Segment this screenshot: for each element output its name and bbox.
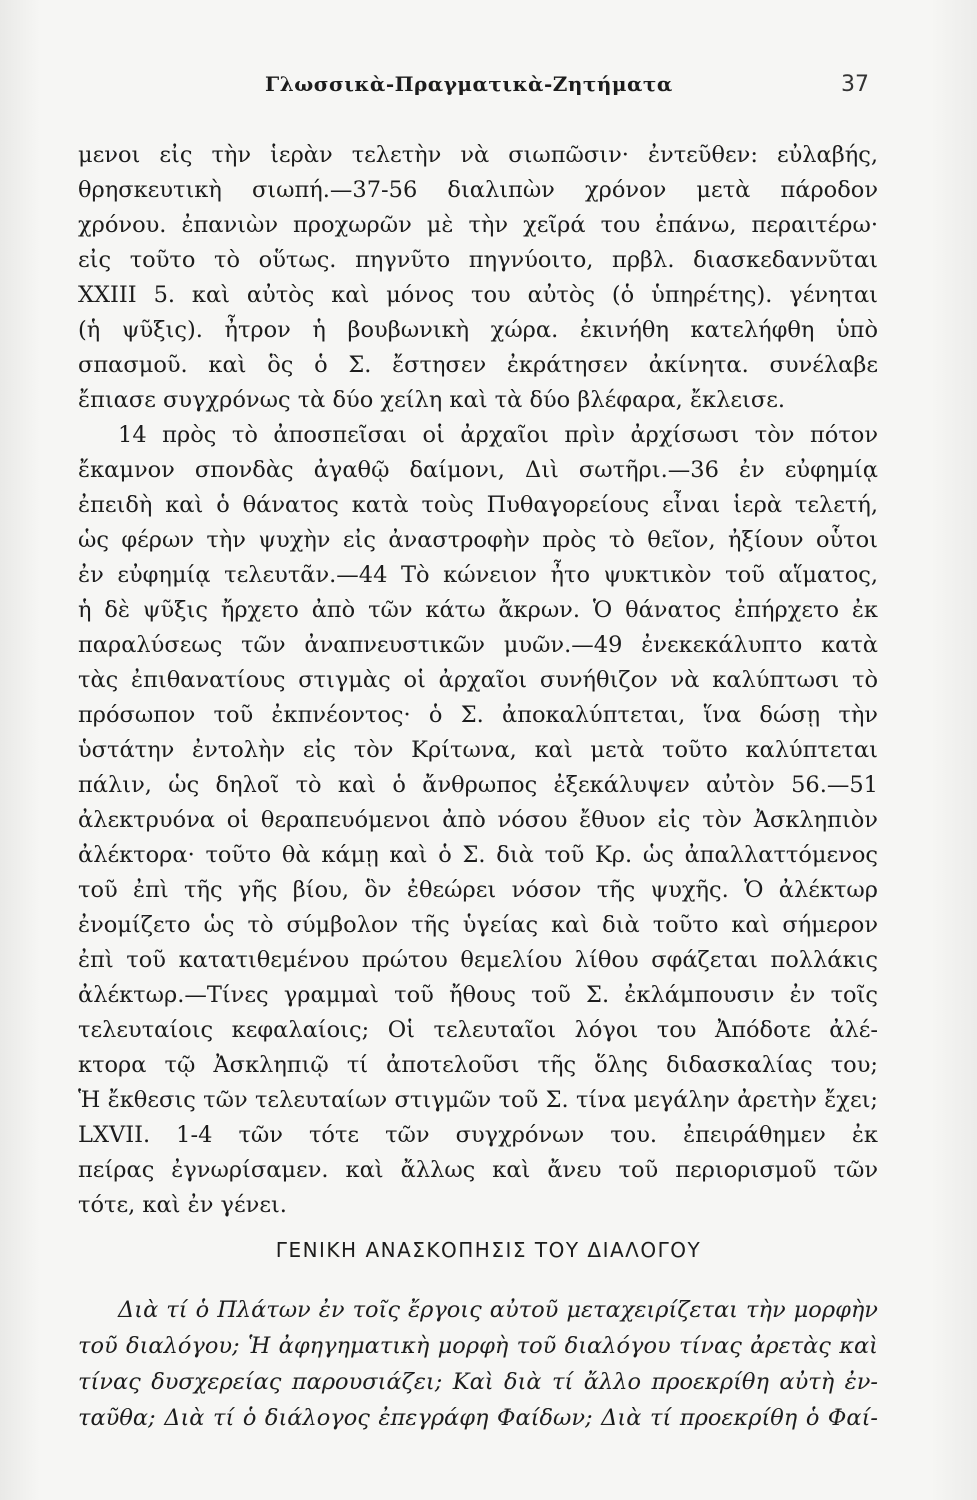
- text-line: ἐπειδὴ καὶ ὁ θάνατος κατὰ τοὺς Πυθαγορείους εἶναι ἱερὰ τελετή,: [78, 492, 878, 518]
- text-line: εἰς τοῦτο τὸ οὕτως. πηγνῦτο πηγνύοιτο, πρβλ. διασκεδαννῦται: [78, 247, 878, 273]
- text-line: παραλύσεως τῶν ἀναπνευστικῶν μυῶν.—49 ἐνεκεκάλυπτο κατὰ: [78, 632, 878, 658]
- text-line: 14 πρὸς τὸ ἀποσπεῖσαι οἱ ἀρχαῖοι πρὶν ἀρχίσωσι τὸν πότον: [118, 422, 878, 448]
- running-header: [0, 72, 977, 102]
- text-line: σπασμοῦ. καὶ ὃς ὁ Σ. ἔστησεν ἐκράτησεν ἀκίνητα. συνέλαβε: [78, 352, 878, 378]
- text-line: ἀλεκτρυόνα οἱ θεραπευόμενοι ἀπὸ νόσου ἔθυον εἰς τὸν Ἀσκληπιὸν: [78, 807, 878, 833]
- text-line: ἐν εὐφημίᾳ τελευτᾶν.—44 Τὸ κώνειον ἦτο ψυκτικὸν τοῦ αἵματος,: [78, 562, 878, 588]
- text-line: LXVII. 1-4 τῶν τότε τῶν συγχρόνων του. ἐπειράθημεν ἐκ: [78, 1122, 878, 1148]
- text-line: ἐπὶ τοῦ κατατιθεμένου πρώτου θεμελίου λίθου σφάζεται πολλάκις: [78, 947, 878, 973]
- question-line: τίνας δυσχερείας παρουσιάζει; Καὶ διὰ τί ἄλλο προεκρίθη αὐτὴ ἐν-: [78, 1369, 878, 1395]
- text-line: μενοι εἰς τὴν ἱερὰν τελετὴν νὰ σιωπῶσιν· ἐντεῦθεν: εὐλαβής,: [78, 142, 878, 168]
- question-line: τοῦ διαλόγου; Ἡ ἀφηγηματικὴ μορφὴ τοῦ διαλόγου τίνας ἀρετὰς καὶ: [78, 1333, 878, 1359]
- text-line: ἔκαμνον σπονδὰς ἀγαθῷ δαίμονι, Διὶ σωτῆρι.—36 ἐν εὐφημίᾳ: [78, 457, 878, 483]
- text-line: πείρας ἐγνωρίσαμεν. καὶ ἄλλως καὶ ἄνευ τοῦ περιορισμοῦ τῶν: [78, 1157, 878, 1183]
- running-title: Γλωσσικὰ-Πραγματικὰ-Ζητήματα: [265, 72, 673, 96]
- text-line: χρόνου. ἐπανιὼν προχωρῶν μὲ τὴν χεῖρά του ἐπάνω, περαιτέρω·: [78, 212, 878, 238]
- text-line: ἔπιασε συγχρόνως τὰ δύο χείλη καὶ τὰ δύο βλέφαρα, ἔκλεισε.: [78, 387, 786, 413]
- text-line: ἐνομίζετο ὡς τὸ σύμβολον τῆς ὑγείας καὶ διὰ τοῦτο καὶ σήμερον: [78, 912, 878, 938]
- review-questions: [78, 1292, 878, 1436]
- text-line: θρησκευτικὴ σιωπή.—37-56 διαλιπὼν χρόνον μετὰ πάροδον: [78, 177, 878, 203]
- text-line: πρόσωπον τοῦ ἐκπνέοντος· ὁ Σ. ἀποκαλύπτεται, ἵνα δώσῃ τὴν: [78, 702, 878, 728]
- text-line: ὑστάτην ἐντολὴν εἰς τὸν Κρίτωνα, καὶ μετὰ τοῦτο καλύπτεται: [78, 737, 878, 763]
- text-line: κτορα τῷ Ἀσκληπιῷ τί ἀποτελοῦσι τῆς ὅλης διδασκαλίας του;: [78, 1052, 878, 1078]
- question-line: ταῦθα; Διὰ τί ὁ διάλογος ἐπεγράφη Φαίδων; Διὰ τί προεκρίθη ὁ Φαί-: [78, 1405, 878, 1431]
- text-line: τὰς ἐπιθανατίους στιγμὰς οἱ ἀρχαῖοι συνήθιζον νὰ καλύπτωσι τὸ: [78, 667, 878, 693]
- text-line: τελευταίοις κεφαλαίοις; Οἱ τελευταῖοι λόγοι του Ἀπόδοτε ἀλέ-: [78, 1017, 878, 1043]
- text-line: ἡ δὲ ψῦξις ἤρχετο ἀπὸ τῶν κάτω ἄκρων. Ὁ θάνατος ἐπήρχετο ἐκ: [78, 597, 878, 623]
- text-line: (ἡ ψῦξις). ἦτρον ἡ βουβωνικὴ χώρα. ἐκινήθη κατελήφθη ὑπὸ: [78, 317, 878, 343]
- text-line: XXIII 5. καὶ αὐτὸς καὶ μόνος του αὐτὸς (ὁ ὑπηρέτης). γένηται: [78, 282, 878, 308]
- section-heading: ΓΕΝΙΚΗ ΑΝΑΣΚΟΠΗΣΙΣ ΤΟΥ ΔΙΑΛΟΓΟΥ: [275, 1238, 702, 1262]
- commentary-text: [78, 138, 878, 1223]
- text-line: τοῦ ἐπὶ τῆς γῆς βίου, ὃν ἐθεώρει νόσον τῆς ψυχῆς. Ὁ ἀλέκτωρ: [78, 877, 878, 903]
- question-line: Διὰ τί ὁ Πλάτων ἐν τοῖς ἔργοις αὐτοῦ μεταχειρίζεται τὴν μορφὴν: [118, 1297, 878, 1323]
- text-line: Ἡ ἔκθεσις τῶν τελευταίων στιγμῶν τοῦ Σ. τίνα μεγάλην ἀρετὴν ἔχει;: [78, 1087, 878, 1113]
- text-line: ἀλέκτορα· τοῦτο θὰ κάμῃ καὶ ὁ Σ. διὰ τοῦ Κρ. ὡς ἀπαλλαττόμενος: [78, 842, 878, 868]
- text-line: τότε, καὶ ἐν γένει.: [78, 1192, 287, 1218]
- text-line: ὡς φέρων τὴν ψυχὴν εἰς ἀναστροφὴν πρὸς τὸ θεῖον, ἠξίουν οὗτοι: [78, 527, 878, 553]
- text-line: ἀλέκτωρ.—Τίνες γραμμαὶ τοῦ ἤθους τοῦ Σ. ἐκλάμπουσιν ἐν τοῖς: [78, 982, 878, 1008]
- text-line: πάλιν, ὡς δηλοῖ τὸ καὶ ὁ ἄνθρωπος ἐξεκάλυψεν αὐτὸν 56.—51: [78, 772, 878, 798]
- page-number: 37: [841, 72, 869, 97]
